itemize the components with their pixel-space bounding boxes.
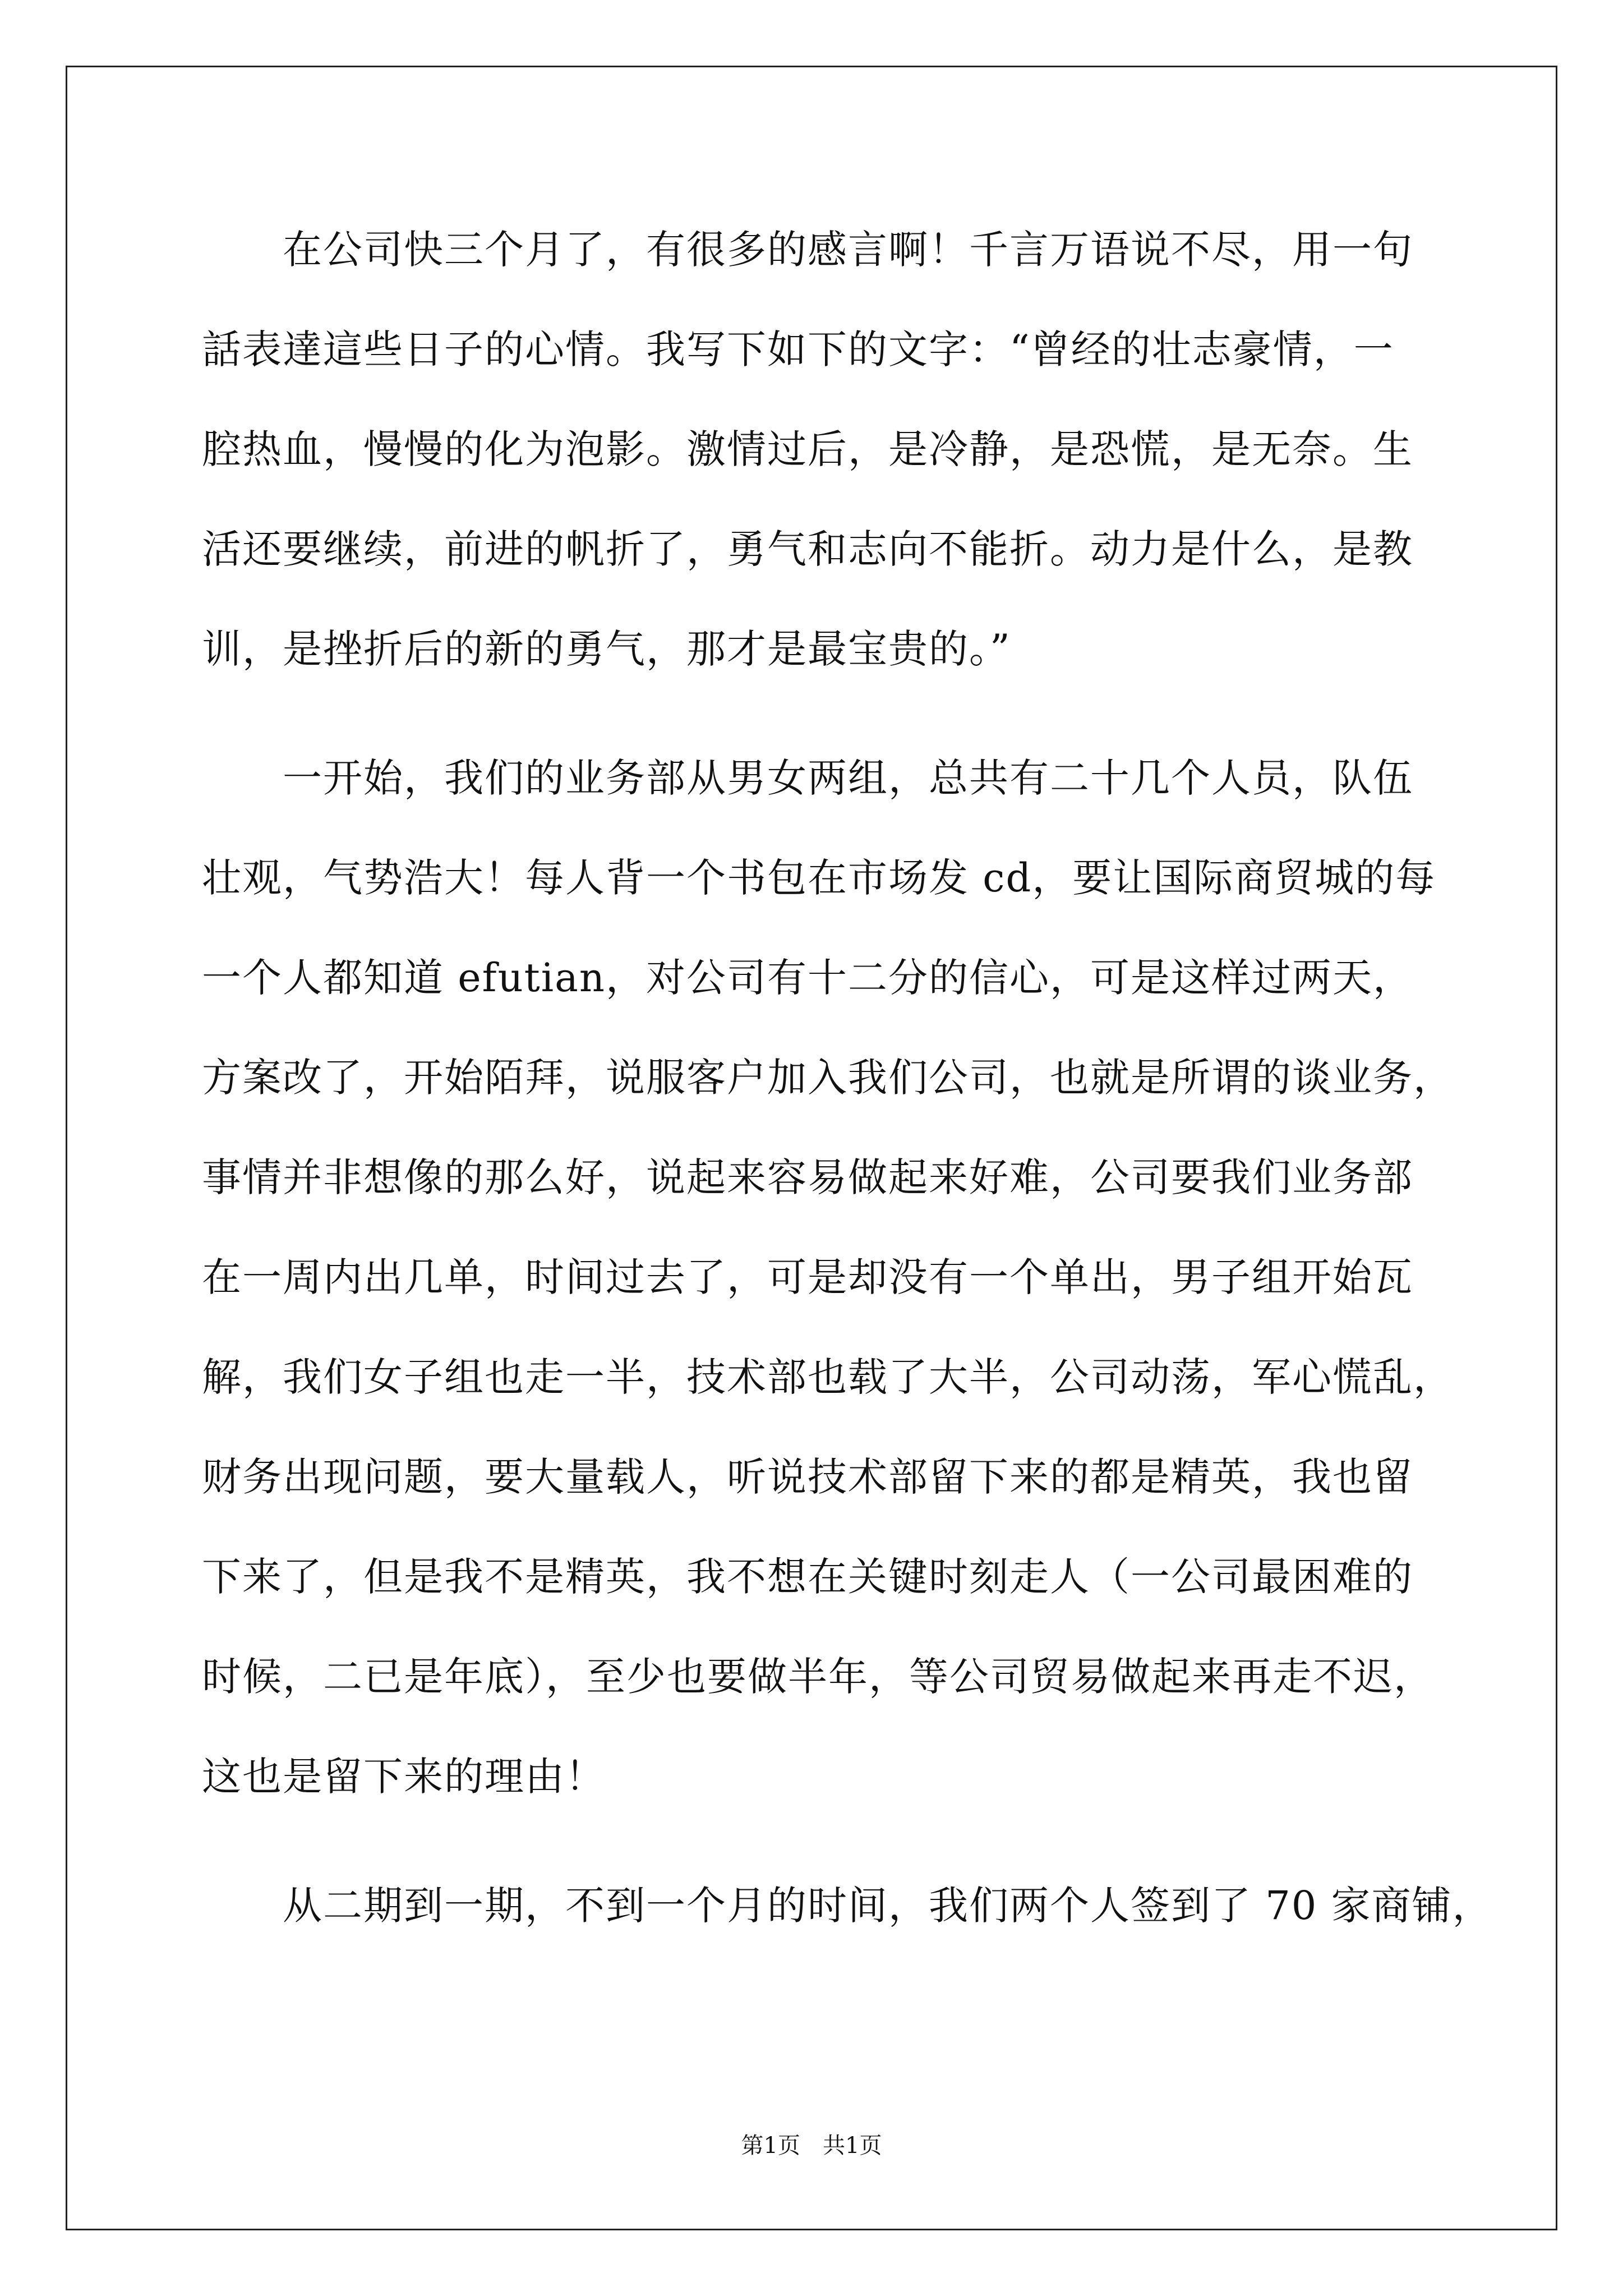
- text-line: 事情并非想像的那么好，说起来容易做起来好难，公司要我们业务部: [202, 1154, 1413, 1200]
- text-line: 方案改了，开始陌拜，说服客户加入我们公司，也就是所谓的谈业务，: [202, 1055, 1454, 1101]
- text-line: 财务出现问题，要大量载人，听说技术部留下来的都是精英，我也留: [202, 1454, 1413, 1500]
- text-line: 时候，二已是年底），至少也要做半年，等公司贸易做起来再走不迟，: [202, 1654, 1434, 1700]
- text-line: 从二期到一期，不到一个月的时间，我们两个人签到了 70 家商铺，: [202, 1883, 1493, 1929]
- text-line: 训，是挫折后的新的勇气，那才是最宝贵的。”: [202, 626, 1011, 672]
- text-line: 在一周内出几单，时间过去了，可是却没有一个单出，男子组开始瓦: [202, 1254, 1413, 1300]
- text-line: 腔热血，慢慢的化为泡影。激情过后，是冷静，是恐慌，是无奈。生: [202, 426, 1413, 472]
- text-line: 一个人都知道 efutian，对公司有十二分的信心，可是这样过两天，: [202, 955, 1414, 1001]
- text-line: 在公司快三个月了，有很多的感言啊！千言万语说不尽，用一句: [202, 227, 1413, 273]
- text-line: 壮观，气势浩大！每人背一个书包在市场发 cd，要让国际商贸城的每: [202, 855, 1436, 901]
- text-line: 一开始，我们的业务部从男女两组，总共有二十几个人员，队伍: [202, 755, 1413, 801]
- text-line: 下来了，但是我不是精英，我不想在关键时刻走人（一公司最困难的: [202, 1554, 1413, 1600]
- text-line: 解，我们女子组也走一半，技术部也载了大半，公司动荡，军心慌乱，: [202, 1354, 1454, 1400]
- page-number: 第1页 共1页: [741, 2133, 882, 2159]
- text-line: 活还要继续，前进的帆折了，勇气和志向不能折。动力是什么，是教: [202, 526, 1413, 572]
- text-line: 这也是留下来的理由！: [202, 1754, 606, 1800]
- text-line: 話表達這些日子的心情。我写下如下的文字：“曾经的壮志豪情，一: [202, 326, 1394, 372]
